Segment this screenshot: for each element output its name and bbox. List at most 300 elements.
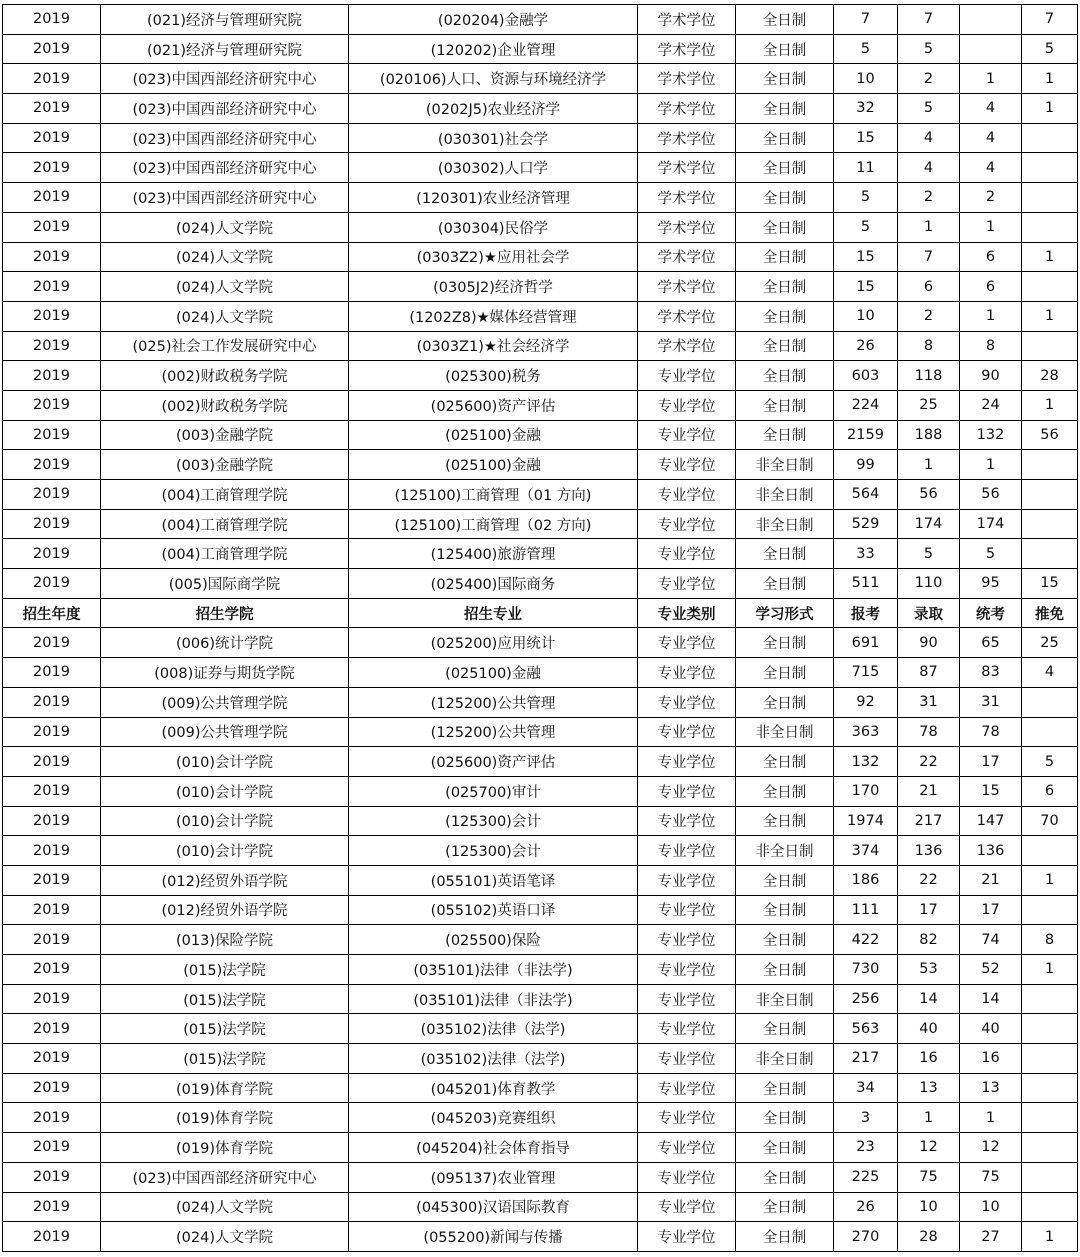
table-row: [3, 984, 1078, 1014]
cell-major: (055102)英语口译: [349, 895, 638, 925]
cell-college: (010)会计学院: [101, 806, 349, 836]
cell-study-mode: 全日制: [736, 272, 834, 302]
cell-study-mode: 全日制: [736, 776, 834, 806]
cell-major: (025200)应用统计: [349, 628, 638, 658]
cell-admitted: 10: [898, 1192, 960, 1222]
table-row: [3, 687, 1078, 717]
cell-college: (023)中国西部经济研究中心: [101, 183, 349, 213]
cell-applicants: 715: [834, 658, 898, 688]
cell-college: (023)中国西部经济研究中心: [101, 94, 349, 124]
cell-year: 2019: [3, 1014, 101, 1044]
cell-study-mode: 全日制: [736, 331, 834, 361]
cell-admitted: 110: [898, 569, 960, 599]
cell-major: (095137)农业管理: [349, 1162, 638, 1192]
cell-study-mode: 全日制: [736, 1103, 834, 1133]
cell-degree-type: 专业学位: [638, 1103, 736, 1133]
cell-admitted: 6: [898, 272, 960, 302]
cell-recommended: 5: [1022, 34, 1078, 64]
cell-major: (030301)社会学: [349, 123, 638, 153]
table-row: [3, 1073, 1078, 1103]
cell-exam-admitted: 75: [960, 1162, 1022, 1192]
cell-admitted: 28: [898, 1222, 960, 1252]
cell-degree-type: 专业学位: [638, 450, 736, 480]
cell-recommended: [1022, 1162, 1078, 1192]
cell-applicants: 23: [834, 1133, 898, 1163]
cell-exam-admitted: 14: [960, 984, 1022, 1014]
cell-recommended: [1022, 450, 1078, 480]
cell-degree-type: 专业学位: [638, 925, 736, 955]
cell-year: 2019: [3, 984, 101, 1014]
cell-year: 2019: [3, 955, 101, 985]
cell-study-mode: 全日制: [736, 94, 834, 124]
cell-applicants: 363: [834, 717, 898, 747]
cell-applicants: 511: [834, 569, 898, 599]
cell-exam-admitted: 21: [960, 865, 1022, 895]
cell-applicants: 111: [834, 895, 898, 925]
cell-study-mode: 全日制: [736, 34, 834, 64]
cell-study-mode: 全日制: [736, 1014, 834, 1044]
cell-exam-admitted: 4: [960, 123, 1022, 153]
cell-recommended: 1: [1022, 64, 1078, 94]
cell-college: (003)金融学院: [101, 450, 349, 480]
cell-degree-type: 学术学位: [638, 183, 736, 213]
cell-exam-admitted: 27: [960, 1222, 1022, 1252]
cell-admitted: 1: [898, 212, 960, 242]
cell-applicants: 5: [834, 183, 898, 213]
cell-year: 2019: [3, 153, 101, 183]
cell-major: (120301)农业经济管理: [349, 183, 638, 213]
cell-recommended: 1: [1022, 94, 1078, 124]
cell-major: (025300)税务: [349, 361, 638, 391]
cell-college: (008)证券与期货学院: [101, 658, 349, 688]
table-row: [3, 153, 1078, 183]
cell-college: (025)社会工作发展研究中心: [101, 331, 349, 361]
cell-recommended: [1022, 509, 1078, 539]
cell-study-mode: 全日制: [736, 123, 834, 153]
cell-year: 2019: [3, 420, 101, 450]
cell-major: (125300)会计: [349, 836, 638, 866]
cell-recommended: [1022, 836, 1078, 866]
cell-degree-type: 专业学位: [638, 509, 736, 539]
cell-major: (125400)旅游管理: [349, 539, 638, 569]
cell-degree-type: 专业学位: [638, 1162, 736, 1192]
cell-recommended: [1022, 1103, 1078, 1133]
cell-applicants: 564: [834, 480, 898, 510]
cell-applicants: 186: [834, 865, 898, 895]
cell-year: 2019: [3, 1044, 101, 1074]
cell-degree-type: 专业学位: [638, 1073, 736, 1103]
cell-exam-admitted: 56: [960, 480, 1022, 510]
cell-year: 2019: [3, 123, 101, 153]
cell-degree-type: 学术学位: [638, 34, 736, 64]
cell-admitted: 1: [898, 450, 960, 480]
cell-major: (035101)法律（非法学): [349, 955, 638, 985]
table-row: [3, 301, 1078, 331]
cell-year: 2019: [3, 717, 101, 747]
cell-study-mode: 全日制: [736, 806, 834, 836]
cell-major: (1202Z8)★媒体经营管理: [349, 301, 638, 331]
table-row: [3, 480, 1078, 510]
cell-admitted: 7: [898, 242, 960, 272]
cell-year: 2019: [3, 480, 101, 510]
cell-study-mode: 非全日制: [736, 1044, 834, 1074]
cell-major: (125200)公共管理: [349, 687, 638, 717]
cell-recommended: [1022, 1192, 1078, 1222]
cell-admitted: 217: [898, 806, 960, 836]
cell-year: 2019: [3, 658, 101, 688]
cell-study-mode: 全日制: [736, 212, 834, 242]
cell-study-mode: 全日制: [736, 361, 834, 391]
cell-college: (023)中国西部经济研究中心: [101, 123, 349, 153]
cell-degree-type: 专业学位: [638, 717, 736, 747]
cell-exam-admitted: 31: [960, 687, 1022, 717]
cell-college: (002)财政税务学院: [101, 390, 349, 420]
cell-study-mode: 全日制: [736, 1192, 834, 1222]
cell-degree-type: 专业学位: [638, 1014, 736, 1044]
cell-major: (030304)民俗学: [349, 212, 638, 242]
cell-admitted: 22: [898, 865, 960, 895]
cell-recommended: [1022, 539, 1078, 569]
cell-major: (125300)会计: [349, 806, 638, 836]
cell-applicants: 374: [834, 836, 898, 866]
cell-year: 2019: [3, 301, 101, 331]
cell-college: (019)体育学院: [101, 1103, 349, 1133]
cell-applicants: 225: [834, 1162, 898, 1192]
cell-exam-admitted: 1: [960, 1103, 1022, 1133]
cell-applicants: 3: [834, 1103, 898, 1133]
cell-applicants: 5: [834, 212, 898, 242]
cell-study-mode: 非全日制: [736, 836, 834, 866]
cell-applicants: 563: [834, 1014, 898, 1044]
cell-college: (004)工商管理学院: [101, 539, 349, 569]
cell-major: (035102)法律（法学): [349, 1044, 638, 1074]
cell-exam-admitted: 2: [960, 183, 1022, 213]
cell-recommended: [1022, 1073, 1078, 1103]
cell-year: 2019: [3, 94, 101, 124]
header-cell-major: 招生专业: [349, 598, 638, 628]
cell-exam-admitted: 4: [960, 153, 1022, 183]
table-row: [3, 1162, 1078, 1192]
cell-admitted: 21: [898, 776, 960, 806]
cell-exam-admitted: 74: [960, 925, 1022, 955]
cell-major: (045300)汉语国际教育: [349, 1192, 638, 1222]
header-cell-applicants: 报考: [834, 598, 898, 628]
cell-applicants: 170: [834, 776, 898, 806]
cell-applicants: 691: [834, 628, 898, 658]
table-row: [3, 1192, 1078, 1222]
cell-admitted: 25: [898, 390, 960, 420]
cell-major: (125100)工商管理（02 方向): [349, 509, 638, 539]
header-row: [3, 598, 1078, 628]
header-cell-year: 招生年度: [3, 598, 101, 628]
cell-degree-type: 专业学位: [638, 1222, 736, 1252]
cell-degree-type: 专业学位: [638, 747, 736, 777]
table-row: [3, 628, 1078, 658]
cell-college: (023)中国西部经济研究中心: [101, 153, 349, 183]
table-row: [3, 776, 1078, 806]
cell-college: (015)法学院: [101, 984, 349, 1014]
cell-degree-type: 专业学位: [638, 806, 736, 836]
cell-exam-admitted: 1: [960, 212, 1022, 242]
cell-college: (024)人文学院: [101, 301, 349, 331]
cell-degree-type: 学术学位: [638, 272, 736, 302]
cell-study-mode: 全日制: [736, 420, 834, 450]
cell-degree-type: 专业学位: [638, 628, 736, 658]
cell-college: (003)金融学院: [101, 420, 349, 450]
table-row: [3, 509, 1078, 539]
cell-study-mode: 全日制: [736, 747, 834, 777]
cell-year: 2019: [3, 1162, 101, 1192]
cell-degree-type: 专业学位: [638, 955, 736, 985]
cell-study-mode: 非全日制: [736, 717, 834, 747]
cell-major: (035101)法律（非法学): [349, 984, 638, 1014]
cell-exam-admitted: 1: [960, 64, 1022, 94]
table-row: [3, 836, 1078, 866]
cell-study-mode: 全日制: [736, 153, 834, 183]
cell-study-mode: 全日制: [736, 301, 834, 331]
cell-recommended: [1022, 153, 1078, 183]
cell-admitted: 78: [898, 717, 960, 747]
cell-college: (010)会计学院: [101, 836, 349, 866]
cell-year: 2019: [3, 865, 101, 895]
cell-college: (024)人文学院: [101, 212, 349, 242]
cell-college: (005)国际商学院: [101, 569, 349, 599]
cell-exam-admitted: 1: [960, 301, 1022, 331]
cell-exam-admitted: [960, 34, 1022, 64]
cell-degree-type: 专业学位: [638, 687, 736, 717]
table-row: [3, 1044, 1078, 1074]
cell-study-mode: 全日制: [736, 390, 834, 420]
cell-recommended: 1: [1022, 301, 1078, 331]
cell-major: (025500)保险: [349, 925, 638, 955]
cell-applicants: 132: [834, 747, 898, 777]
cell-applicants: 32: [834, 94, 898, 124]
cell-college: (012)经贸外语学院: [101, 895, 349, 925]
cell-study-mode: 全日制: [736, 1133, 834, 1163]
cell-year: 2019: [3, 450, 101, 480]
cell-recommended: 15: [1022, 569, 1078, 599]
cell-applicants: 2159: [834, 420, 898, 450]
cell-year: 2019: [3, 628, 101, 658]
cell-degree-type: 学术学位: [638, 153, 736, 183]
cell-degree-type: 专业学位: [638, 865, 736, 895]
cell-college: (021)经济与管理研究院: [101, 5, 349, 35]
cell-study-mode: 非全日制: [736, 509, 834, 539]
cell-exam-admitted: 95: [960, 569, 1022, 599]
cell-college: (002)财政税务学院: [101, 361, 349, 391]
table-body: [3, 5, 1078, 1252]
cell-exam-admitted: 40: [960, 1014, 1022, 1044]
cell-admitted: 7: [898, 5, 960, 35]
cell-year: 2019: [3, 895, 101, 925]
cell-year: 2019: [3, 569, 101, 599]
cell-recommended: 1: [1022, 242, 1078, 272]
cell-exam-admitted: 6: [960, 242, 1022, 272]
cell-admitted: 5: [898, 94, 960, 124]
cell-exam-admitted: 83: [960, 658, 1022, 688]
cell-exam-admitted: 65: [960, 628, 1022, 658]
cell-college: (004)工商管理学院: [101, 480, 349, 510]
cell-year: 2019: [3, 390, 101, 420]
table-row: [3, 331, 1078, 361]
cell-applicants: 10: [834, 301, 898, 331]
cell-college: (019)体育学院: [101, 1073, 349, 1103]
cell-study-mode: 全日制: [736, 865, 834, 895]
cell-recommended: [1022, 1014, 1078, 1044]
cell-recommended: [1022, 895, 1078, 925]
cell-college: (024)人文学院: [101, 272, 349, 302]
cell-college: (024)人文学院: [101, 1222, 349, 1252]
cell-study-mode: 非全日制: [736, 480, 834, 510]
cell-admitted: 5: [898, 539, 960, 569]
cell-recommended: 4: [1022, 658, 1078, 688]
cell-degree-type: 专业学位: [638, 390, 736, 420]
cell-major: (025100)金融: [349, 450, 638, 480]
cell-recommended: 25: [1022, 628, 1078, 658]
cell-applicants: 7: [834, 5, 898, 35]
cell-major: (120202)企业管理: [349, 34, 638, 64]
cell-college: (023)中国西部经济研究中心: [101, 64, 349, 94]
cell-major: (020106)人口、资源与环境经济学: [349, 64, 638, 94]
table-row: [3, 658, 1078, 688]
cell-year: 2019: [3, 64, 101, 94]
cell-degree-type: 专业学位: [638, 539, 736, 569]
cell-admitted: 2: [898, 301, 960, 331]
table-row: [3, 94, 1078, 124]
cell-exam-admitted: 8: [960, 331, 1022, 361]
cell-exam-admitted: 12: [960, 1133, 1022, 1163]
cell-admitted: 4: [898, 153, 960, 183]
cell-admitted: 118: [898, 361, 960, 391]
cell-applicants: 15: [834, 272, 898, 302]
cell-recommended: 5: [1022, 747, 1078, 777]
cell-admitted: 1: [898, 1103, 960, 1133]
cell-degree-type: 学术学位: [638, 301, 736, 331]
table-row: [3, 212, 1078, 242]
cell-year: 2019: [3, 1073, 101, 1103]
cell-exam-admitted: 52: [960, 955, 1022, 985]
table-row: [3, 925, 1078, 955]
cell-admitted: 75: [898, 1162, 960, 1192]
cell-applicants: 256: [834, 984, 898, 1014]
cell-admitted: 40: [898, 1014, 960, 1044]
cell-college: (015)法学院: [101, 955, 349, 985]
cell-major: (045201)体育教学: [349, 1073, 638, 1103]
cell-major: (025600)资产评估: [349, 390, 638, 420]
cell-study-mode: 全日制: [736, 5, 834, 35]
cell-applicants: 26: [834, 331, 898, 361]
cell-exam-admitted: 174: [960, 509, 1022, 539]
cell-year: 2019: [3, 272, 101, 302]
cell-applicants: 26: [834, 1192, 898, 1222]
cell-study-mode: 全日制: [736, 925, 834, 955]
cell-degree-type: 学术学位: [638, 123, 736, 153]
table-row: [3, 361, 1078, 391]
cell-year: 2019: [3, 331, 101, 361]
header-cell-college: 招生学院: [101, 598, 349, 628]
admissions-table: [2, 4, 1078, 1252]
cell-applicants: 422: [834, 925, 898, 955]
cell-applicants: 270: [834, 1222, 898, 1252]
table-row: [3, 183, 1078, 213]
cell-exam-admitted: 90: [960, 361, 1022, 391]
table-row: [3, 420, 1078, 450]
cell-year: 2019: [3, 34, 101, 64]
cell-major: (025700)审计: [349, 776, 638, 806]
cell-college: (006)统计学院: [101, 628, 349, 658]
cell-degree-type: 专业学位: [638, 836, 736, 866]
cell-degree-type: 学术学位: [638, 94, 736, 124]
cell-recommended: [1022, 183, 1078, 213]
table-row: [3, 123, 1078, 153]
cell-applicants: 529: [834, 509, 898, 539]
cell-major: (0303Z2)★应用社会学: [349, 242, 638, 272]
cell-admitted: 174: [898, 509, 960, 539]
table-row: [3, 5, 1078, 35]
cell-major: (025100)金融: [349, 658, 638, 688]
cell-recommended: [1022, 687, 1078, 717]
table-row: [3, 1222, 1078, 1252]
cell-admitted: 188: [898, 420, 960, 450]
cell-year: 2019: [3, 242, 101, 272]
cell-major: (055101)英语笔译: [349, 865, 638, 895]
cell-recommended: [1022, 984, 1078, 1014]
header-cell-admitted: 录取: [898, 598, 960, 628]
cell-degree-type: 专业学位: [638, 984, 736, 1014]
cell-study-mode: 全日制: [736, 539, 834, 569]
cell-recommended: 6: [1022, 776, 1078, 806]
cell-study-mode: 全日制: [736, 687, 834, 717]
cell-year: 2019: [3, 836, 101, 866]
cell-major: (025400)国际商务: [349, 569, 638, 599]
cell-college: (023)中国西部经济研究中心: [101, 1162, 349, 1192]
cell-exam-admitted: [960, 5, 1022, 35]
cell-admitted: 17: [898, 895, 960, 925]
cell-year: 2019: [3, 687, 101, 717]
cell-exam-admitted: 6: [960, 272, 1022, 302]
cell-major: (0303Z1)★社会经济学: [349, 331, 638, 361]
cell-college: (012)经贸外语学院: [101, 865, 349, 895]
cell-study-mode: 全日制: [736, 895, 834, 925]
cell-admitted: 22: [898, 747, 960, 777]
cell-recommended: [1022, 212, 1078, 242]
cell-major: (045204)社会体育指导: [349, 1133, 638, 1163]
cell-degree-type: 专业学位: [638, 361, 736, 391]
table-row: [3, 242, 1078, 272]
cell-year: 2019: [3, 1133, 101, 1163]
cell-admitted: 87: [898, 658, 960, 688]
table-row: [3, 64, 1078, 94]
cell-degree-type: 专业学位: [638, 895, 736, 925]
cell-year: 2019: [3, 539, 101, 569]
cell-applicants: 99: [834, 450, 898, 480]
cell-applicants: 224: [834, 390, 898, 420]
cell-exam-admitted: 147: [960, 806, 1022, 836]
cell-college: (024)人文学院: [101, 242, 349, 272]
cell-recommended: 70: [1022, 806, 1078, 836]
cell-recommended: 8: [1022, 925, 1078, 955]
cell-major: (025600)资产评估: [349, 747, 638, 777]
cell-admitted: 12: [898, 1133, 960, 1163]
cell-exam-admitted: 5: [960, 539, 1022, 569]
cell-recommended: [1022, 1044, 1078, 1074]
cell-recommended: 56: [1022, 420, 1078, 450]
header-cell-recommended: 推免: [1022, 598, 1078, 628]
cell-admitted: 5: [898, 34, 960, 64]
cell-degree-type: 学术学位: [638, 5, 736, 35]
cell-exam-admitted: 17: [960, 895, 1022, 925]
cell-major: (125200)公共管理: [349, 717, 638, 747]
